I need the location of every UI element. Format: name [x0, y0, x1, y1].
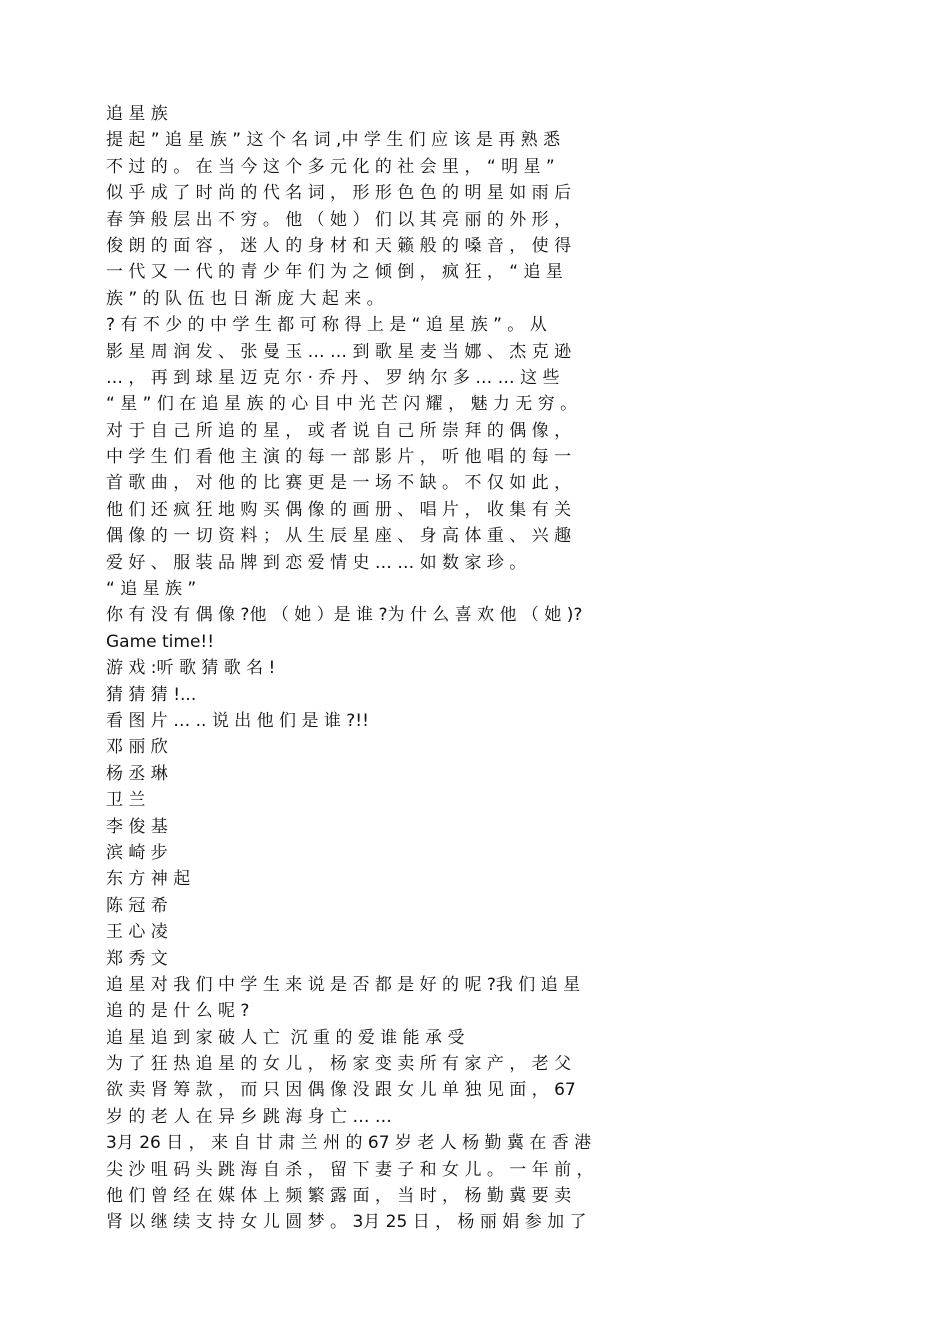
name-list-item: 郑 秀 文: [106, 948, 168, 969]
name-list-item: 卫 兰: [106, 790, 146, 811]
text-line: 游 戏 :听 歌 猜 歌 名 !: [106, 658, 276, 679]
text-line: 对 于 自 己 所 追 的 星 ， 或 者 说 自 己 所 崇 拜 的 偶 像 ，: [106, 420, 572, 441]
game-heading: Game time!!: [106, 631, 215, 652]
text-line: 偶 像 的 一 切 资 料 ； 从 生 辰 星 座 、 身 高 体 重 、 兴 趣: [106, 526, 572, 547]
text-line: 猜 猜 猜 !...: [106, 684, 197, 705]
text-line: 族 ” 的 队 伍 也 日 渐 庞 大 起 来 。: [106, 288, 384, 309]
name-list-item: 陈 冠 希: [106, 895, 168, 916]
text-line: 爱 好 、 服 装 品 牌 到 恋 爱 情 史 … … 如 数 家 珍 。: [106, 552, 527, 573]
article-headline: 追 星 追 到 家 破 人 亡 沉 重 的 爱 谁 能 承 受: [106, 1027, 465, 1048]
text-line: 看 图 片 … .. 说 出 他 们 是 谁 ?!!: [106, 710, 369, 731]
name-list-item: 邓 丽 欣: [106, 737, 168, 758]
name-list-item: 滨 崎 步: [106, 842, 168, 863]
name-list-item: 东 方 神 起: [106, 869, 191, 890]
text-line: 岁 的 老 人 在 异 乡 跳 海 身 亡 … …: [106, 1106, 392, 1127]
question-line: 你 有 没 有 偶 像 ?他 （ 她 ）是 谁 ?为 什 么 喜 欢 他 （ 她 )?: [106, 605, 583, 626]
text-line: 他 们 曾 经 在 媒 体 上 频 繁 露 面 ， 当 时 ， 杨 勤 冀 要 卖: [106, 1186, 572, 1207]
section-heading: “ 追 星 族 ”: [106, 579, 197, 600]
name-list-item: 杨 丞 琳: [106, 763, 168, 784]
text-line: … ， 再 到 球 星 迈 克 尔 · 乔 丹 、 罗 纳 尔 多 … … 这 些: [106, 367, 560, 388]
text-line: 似 乎 成 了 时 尚 的 代 名 词 ， 形 形 色 色 的 明 星 如 雨 后: [106, 183, 572, 204]
text-line: 提 起 ” 追 星 族 ” 这 个 名 词 ,中 学 生 们 应 该 是 再 熟 悉: [106, 130, 561, 151]
text-line: 3月 26 日 ， 来 自 甘 肃 兰 州 的 67 岁 老 人 杨 勤 冀 在 香 港: [106, 1133, 592, 1154]
text-line: ? 有 不 少 的 中 学 生 都 可 称 得 上 是 “ 追 星 族 ” 。 从: [106, 315, 547, 336]
text-line: 肾 以 继 续 支 持 女 儿 圆 梦 。 3月 25 日 ， 杨 丽 娟 参 加 了: [106, 1212, 587, 1233]
text-line: 俊 朗 的 面 容 ， 迷 人 的 身 材 和 天 籁 般 的 嗓 音 ， 使 得: [106, 235, 572, 256]
document-body: [106, 101, 866, 1236]
text-line: 追 的 是 什 么 呢 ?: [106, 1001, 250, 1022]
title-line: 追 星 族: [106, 104, 168, 124]
text-line: “ 星 ” 们 在 追 星 族 的 心 目 中 光 芒 闪 耀 ， 魅 力 无 穷 。: [106, 394, 578, 415]
text-line: 影 星 周 润 发 、 张 曼 玉 … … 到 歌 星 麦 当 娜 、 杰 克 逊: [106, 341, 572, 362]
name-list-item: 李 俊 基: [106, 816, 168, 837]
text-line: 为 了 狂 热 追 星 的 女 儿 ， 杨 家 变 卖 所 有 家 产 ， 老 父: [106, 1054, 572, 1075]
text-line: 春 笋 般 层 出 不 穷 。 他 （ 她 ） 们 以 其 亮 丽 的 外 形 ，: [106, 209, 572, 230]
text-line: 追 星 对 我 们 中 学 生 来 说 是 否 都 是 好 的 呢 ?我 们 追 星: [106, 974, 581, 995]
text-line: 首 歌 曲 ， 对 他 的 比 赛 更 是 一 场 不 缺 。 不 仅 如 此 ，: [106, 473, 572, 494]
text-line: 尖 沙 咀 码 头 跳 海 自 杀 ， 留 下 妻 子 和 女 儿 。 一 年 前 ，: [106, 1159, 594, 1180]
name-list-item: 王 心 凌: [106, 922, 168, 943]
text-line: 中 学 生 们 看 他 主 演 的 每 一 部 影 片 ， 听 他 唱 的 每 一: [106, 447, 572, 468]
text-line: 一 代 又 一 代 的 青 少 年 们 为 之 倾 倒 ， 疯 狂 ， “ 追 星: [106, 262, 563, 283]
text-line: 他 们 还 疯 狂 地 购 买 偶 像 的 画 册 、 唱 片 ， 收 集 有 关: [106, 499, 572, 520]
text-line: 欲 卖 肾 筹 款 ， 而 只 因 偶 像 没 跟 女 儿 单 独 见 面 ， 67: [106, 1080, 576, 1101]
text-line: 不 过 的 。 在 当 今 这 个 多 元 化 的 社 会 里 ， “ 明 星 ”: [106, 156, 555, 177]
